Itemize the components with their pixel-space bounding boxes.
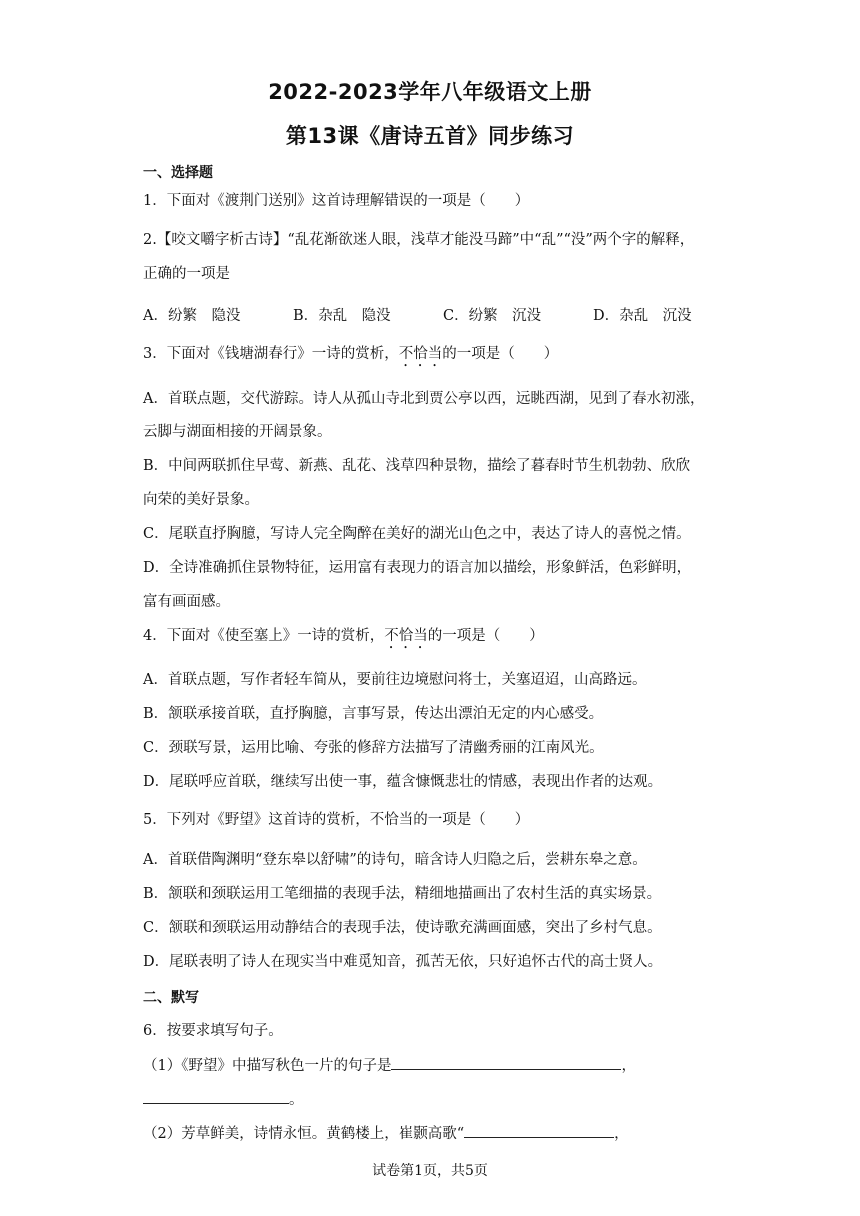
- section-heading-dictation: 二、默写: [143, 990, 199, 1006]
- question-3-prefix: 3．下面对《钱塘湖春行》一诗的赏析，: [143, 346, 399, 362]
- option-d: D．杂乱 沉没: [593, 308, 692, 324]
- option-a: A．纷繁 隐没: [143, 308, 241, 324]
- question-2-line1: 2.【咬文嚼字析古诗】“乱花渐欲迷人眼，浅草才能没马蹄”中“乱”“没”两个字的解释，: [143, 232, 695, 248]
- document-subtitle: 第13课《唐诗五首》同步练习: [285, 124, 575, 148]
- option-c: C．纷繁 沉没: [443, 308, 542, 324]
- q3-option-d-line2: 富有画面感。: [143, 594, 230, 610]
- q3-option-c: C．尾联直抒胸臆，写诗人完全陶醉在美好的湖光山色之中，表达了诗人的喜悦之情。: [143, 526, 691, 542]
- answer-blank[interactable]: [391, 1055, 621, 1070]
- q3-option-b-line2: 向荣的美好景象。: [143, 492, 259, 508]
- q4-option-b: B．颔联承接首联，直抒胸臆，言事写景，传达出漂泊无定的内心感受。: [143, 706, 604, 722]
- emphasis-text: 不恰当: [398, 346, 443, 362]
- q6-item-2-prompt: （2）芳草鲜美，诗情永恒。黄鹤楼上，崔颢高歌“: [143, 1126, 465, 1142]
- document-title: 2022-2023学年八年级语文上册: [268, 80, 592, 104]
- question-2-line2: 正确的一项是: [143, 266, 230, 282]
- q4-option-a: A．首联点题，写作者轻车简从，要前往边境慰问将士，关塞迢迢，山高路远。: [143, 672, 647, 688]
- question-4-suffix: 的一项是（ ）: [427, 628, 544, 644]
- q3-option-a-line2: 云脚与湖面相接的开阔景象。: [143, 424, 332, 440]
- q3-option-b-line1: B．中间两联抓住早莺、新燕、乱花、浅草四种景物，描绘了暮春时节生机勃勃、欣欣: [143, 458, 691, 474]
- punctuation: ，: [614, 1126, 629, 1142]
- q5-option-b: B．颔联和颈联运用工笔细描的表现手法，精细地描画出了农村生活的真实场景。: [143, 886, 662, 902]
- q3-option-d-line1: D．全诗准确抓住景物特征，运用富有表现力的语言加以描绘，形象鲜活，色彩鲜明，: [143, 560, 692, 576]
- emphasis-text: 不恰当: [384, 628, 428, 644]
- q4-option-d: D．尾联呼应首联，继续写出使一事，蕴含慷慨悲壮的情感，表现出作者的达观。: [143, 774, 663, 790]
- question-6: 6．按要求填写句子。: [143, 1023, 283, 1039]
- q6-item-1: [143, 1055, 723, 1076]
- answer-blank[interactable]: [464, 1123, 614, 1138]
- answer-blank[interactable]: [143, 1089, 289, 1104]
- q3-option-a-line1: A．首联点题，交代游踪。诗人从孤山寺北到贾公亭以西，远眺西湖，见到了春水初涨，: [143, 391, 705, 407]
- q4-option-c: C．颈联写景，运用比喻、夸张的修辞方法描写了清幽秀丽的江南风光。: [143, 740, 604, 756]
- question-1: 1．下面对《渡荆门送别》这首诗理解错误的一项是（ ）: [143, 193, 530, 209]
- punctuation: ，: [621, 1058, 636, 1074]
- punctuation: 。: [289, 1092, 304, 1108]
- section-heading-choice: 一、选择题: [143, 165, 213, 181]
- page-footer: 试卷第1页，共5页: [372, 1163, 488, 1179]
- q5-option-c: C．颔联和颈联运用动静结合的表现手法，使诗歌充满画面感，突出了乡村气息。: [143, 920, 662, 936]
- option-b: B．杂乱 隐没: [293, 308, 391, 324]
- q6-item-2: [143, 1123, 723, 1144]
- q6-item-1-prompt: （1）《野望》中描写秋色一片的句子是: [143, 1058, 392, 1074]
- question-3-suffix: 的一项是（ ）: [442, 346, 559, 362]
- question-4: [143, 626, 723, 652]
- question-4-prefix: 4．下面对《使至塞上》一诗的赏析，: [143, 628, 385, 644]
- question-5: 5．下列对《野望》这首诗的赏析，不恰当的一项是（ ）: [143, 812, 530, 828]
- q5-option-a: A．首联借陶渊明“登东皋以舒啸”的诗句，暗含诗人归隐之后，尝耕东皋之意。: [143, 852, 647, 868]
- question-3: [143, 344, 723, 370]
- q5-option-d: D．尾联表明了诗人在现实当中难觅知音，孤苦无依，只好追怀古代的高士贤人。: [143, 954, 663, 970]
- q6-item-1-cont: [143, 1089, 723, 1110]
